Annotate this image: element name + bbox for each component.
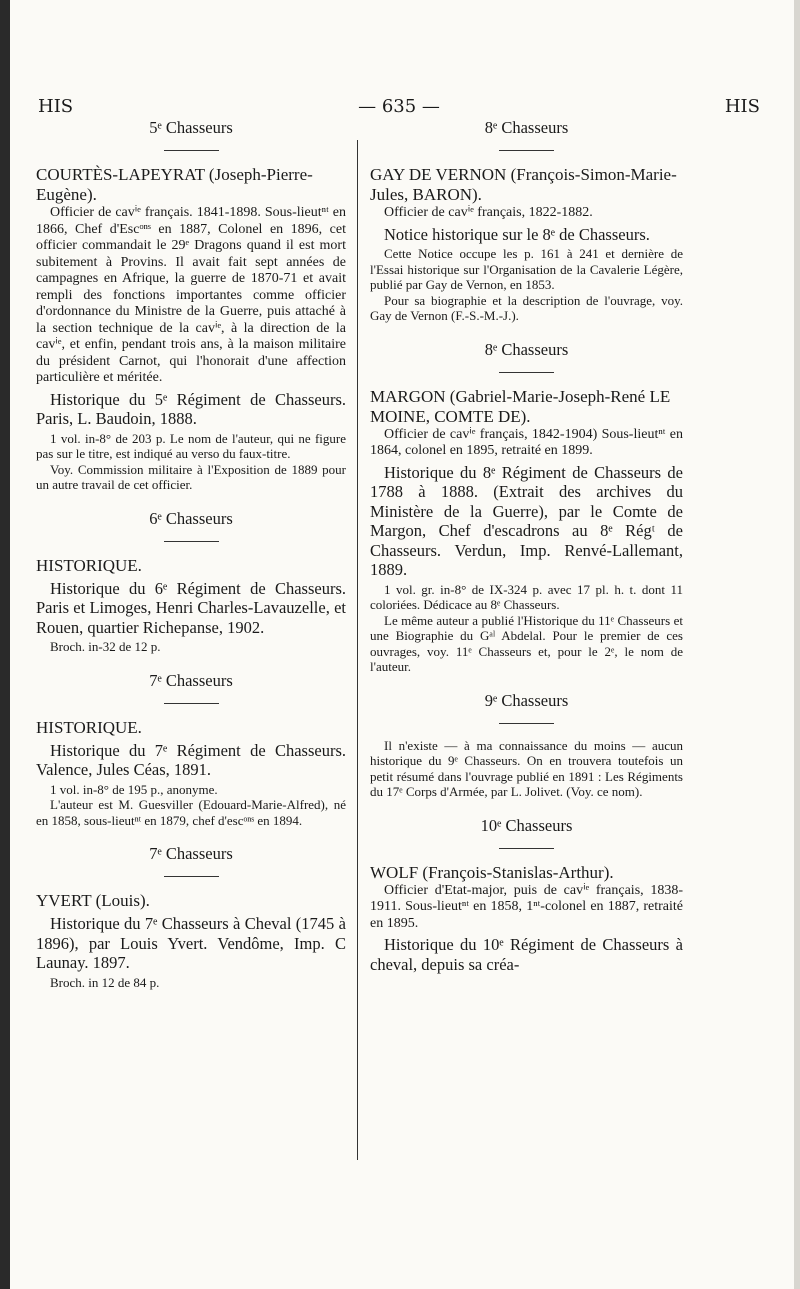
section-rule: [499, 848, 554, 849]
entry-margon: [370, 387, 683, 675]
entry-head: COURTÈS-LAPEYRAT (Joseph-Pierre-Eugène).: [36, 165, 313, 204]
entry-head: YVERT (Louis).: [36, 891, 150, 910]
entry-note: Broch. in 12 de 84 p.: [50, 974, 160, 990]
entry-note: 1 vol. gr. in-8° de IX-324 p. avec 17 pl. h. t. dont 11 coloriées. Dédicace au 8ᵉ Chasseurs.: [370, 581, 683, 612]
entry-note: Cette Notice occupe les p. 161 à 241 et dernière de l'Essai historique sur l'Organisation de la Cavalerie Légère, publié par Gay de Vernon, en 1853.: [370, 246, 683, 292]
entry-9e-note: [370, 738, 683, 800]
entry-historique-6: [36, 556, 346, 655]
entry-head: GAY DE VERNON (François-Simon-Marie-Jules, BARON).: [370, 165, 677, 204]
section-heading: 7ᵉ Chasseurs: [149, 670, 233, 690]
entry-title: Historique du 10ᵉ Régiment de Chasseurs à cheval, depuis sa créa-: [370, 935, 683, 974]
entry-title: Historique du 7ᵉ Régiment de Chasseurs. Valence, Jules Céas, 1891.: [36, 740, 346, 779]
running-header: [38, 96, 760, 118]
section-heading: 9ᵉ Chasseurs: [484, 690, 569, 710]
header-left: HIS: [38, 96, 74, 117]
entry-description: Officier de cavⁱᵉ français, 1822-1882.: [384, 205, 593, 220]
entry-note: Il n'existe — à ma connaissance du moins — aucun historique du 9ᵉ Chasseurs. On en trouvera toutefois un petit résumé dans l'ouvrage publié en 1891 : Les Régiments du 17ᵉ Corps d'Armée, par L. Jolivet. (Voy. ce nom).: [370, 737, 683, 799]
entry-historique-7: [36, 718, 346, 829]
entry-title: Historique du 8ᵉ Régiment de Chasseurs de 1788 à 1888. (Extrait des archives du Ministère de la Guerre), par le Comte de Margon, Chef d'escadrons au 8ᵉ Régᵗ de Chasseurs. Verdun, Imp. Renvé-Lallemant, 1889.: [370, 462, 683, 579]
section-rule: [164, 541, 219, 542]
right-column: [370, 118, 683, 976]
entry-courtes-lapeyrat: [36, 165, 346, 493]
header-right: HIS: [724, 96, 760, 117]
entry-note: Voy. Commission militaire à l'Exposition de 1889 pour un autre travail de cet officier.: [36, 461, 346, 492]
entry-note: Pour sa biographie et la description de l'ouvrage, voy. Gay de Vernon (F.-S.-M.-J.).: [370, 292, 683, 323]
entry-yvert: [36, 891, 346, 990]
scan-edge-right: [794, 0, 800, 1289]
scan-edge-left: [0, 0, 10, 1289]
section-heading: 5ᵉ Chasseurs: [149, 118, 233, 137]
section-rule: [499, 150, 554, 151]
entry-note: Le même auteur a publié l'Historique du 11ᵉ Chasseurs et une Biographie du Gᵃˡ Abdelal. Pour le premier de ces ouvrages, voy. 11ᵉ Chasseurs et, pour le 2ᵉ, le nom de l'auteur.: [370, 612, 683, 674]
entry-head: HISTORIQUE.: [36, 555, 142, 575]
entry-description: Officier de cavⁱᵉ français. 1841-1898. Sous-lieutⁿᵗ en 1866, Chef d'Escᵒⁿˢ en 1887, Colonel en 1896, cet officier commandait le 29ᵉ Dragons quand il est mort subitement à Provins. Il avait fait sept années de campagnes en Afrique, la guerre de 1870-71 et avait rempli des fonctions importantes comme officier d'ordonnance du Ministre de la Guerre, puis attaché à la section technique de la cavⁱᵉ, à la direction de la cavⁱᵉ, et enfin, pendant trois ans, à la maison militaire du président Carnot, qui l'honorait d'une affection particulière et méritée.: [36, 205, 346, 385]
column-divider: [357, 140, 358, 1160]
entry-title: Historique du 5ᵉ Régiment de Chasseurs. Paris, L. Baudoin, 1888.: [36, 389, 346, 428]
entry-head: MARGON (Gabriel-Marie-Joseph-René LE MOINE, COMTE DE).: [370, 386, 671, 426]
entry-note: 1 vol. in-8° de 203 p. Le nom de l'auteur, qui ne figure pas sur le titre, est indiqué au verso du faux-titre.: [36, 430, 346, 461]
page-number: — 635 —: [358, 96, 440, 117]
section-heading: 6ᵉ Chasseurs: [149, 508, 233, 528]
section-heading: 8ᵉ Chasseurs: [484, 118, 569, 137]
entry-description: Officier d'Etat-major, puis de cavⁱᵉ français, 1838-1911. Sous-lieutⁿᵗ en 1858, 1ⁿᵗ-colonel en 1887, retraité en 1895.: [370, 882, 683, 931]
left-column: [36, 118, 346, 990]
section-rule: [164, 703, 219, 704]
section-rule: [499, 723, 554, 724]
entry-title: Historique du 6ᵉ Régiment de Chasseurs. Paris et Limoges, Henri Charles-Lavauzelle, et Rouen, quartier Richepanse, 1902.: [36, 578, 346, 637]
section-rule: [164, 876, 219, 877]
section-heading: 10ᵉ Chasseurs: [480, 815, 573, 835]
section-heading: 8ᵉ Chasseurs: [484, 339, 569, 359]
entry-head: WOLF (François-Stanislas-Arthur).: [370, 862, 614, 882]
entry-gay-de-vernon: [370, 165, 683, 324]
entry-note: Broch. in-32 de 12 p.: [50, 639, 161, 654]
entry-description: Officier de cavⁱᵉ français, 1842-1904) Sous-lieutⁿᵗ en 1864, colonel en 1895, retraité en 1899.: [370, 426, 683, 458]
section-heading: 7ᵉ Chasseurs: [149, 844, 233, 863]
section-rule: [499, 372, 554, 373]
entry-wolf: [370, 863, 683, 975]
section-rule: [164, 150, 219, 151]
entry-head: HISTORIQUE.: [36, 717, 142, 737]
entry-title: Historique du 7ᵉ Chasseurs à Cheval (1745 à 1896), par Louis Yvert. Vendôme, Imp. C Launay. 1897.: [36, 914, 346, 972]
entry-title: Notice historique sur le 8ᵉ de Chasseurs.: [384, 224, 650, 244]
entry-note: L'auteur est M. Guesviller (Edouard-Marie-Alfred), né en 1858, sous-lieutⁿᵗ en 1879, chef d'escᵒⁿˢ en 1894.: [36, 797, 346, 828]
entry-note: 1 vol. in-8° de 195 p., anonyme.: [50, 781, 218, 797]
